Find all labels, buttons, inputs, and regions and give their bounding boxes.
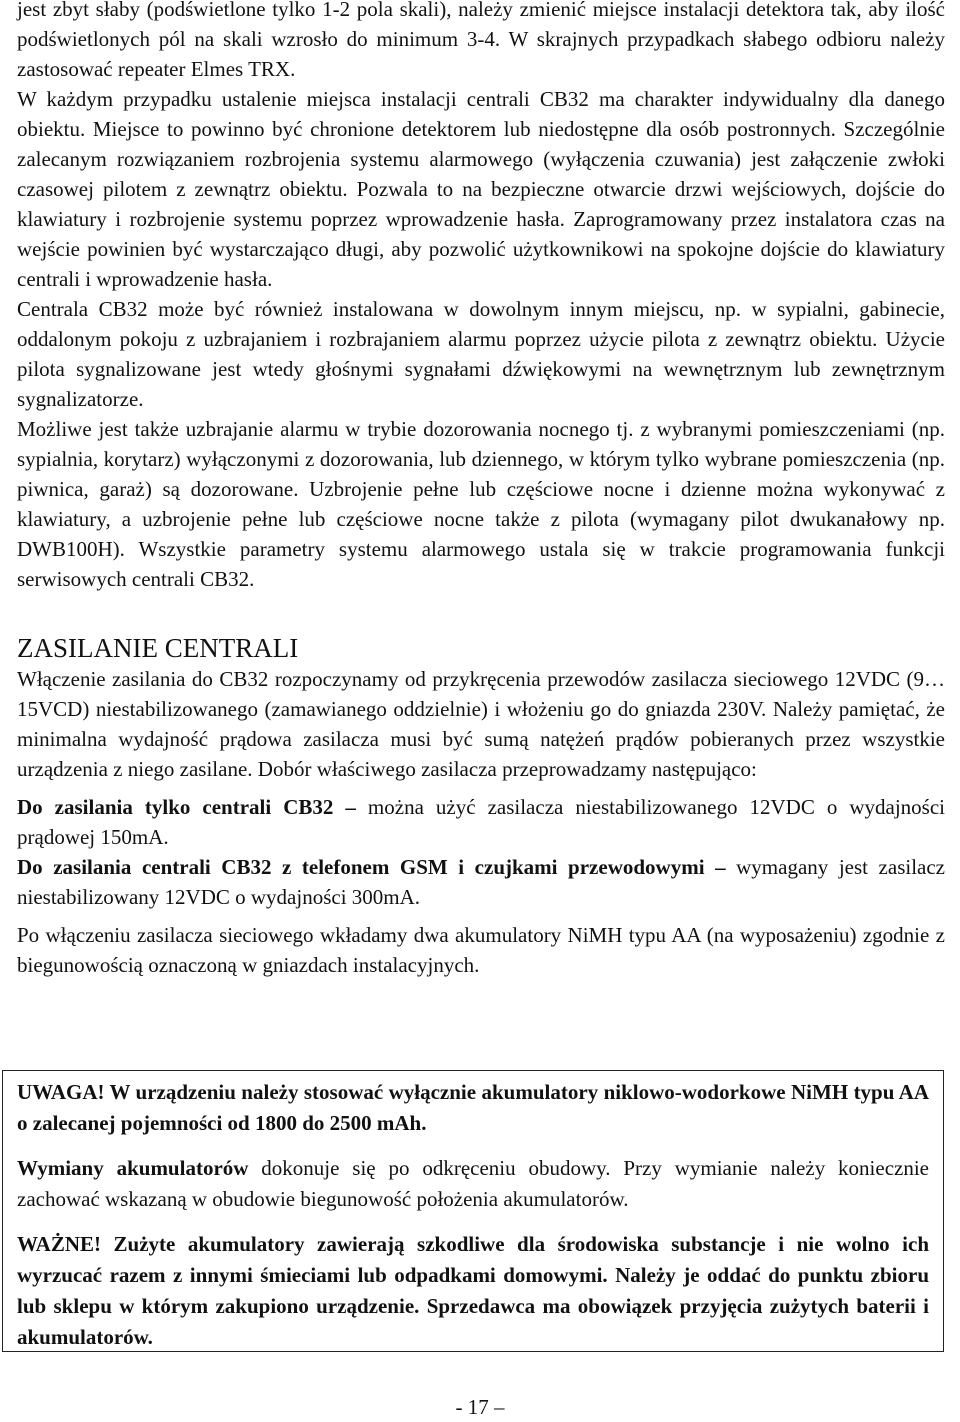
power-option-gsm-text: wymagany jest zasilacz niestabilizowany 12VDC o wydajności 300mA.: [17, 855, 945, 909]
section-heading-power: ZASILANIE CENTRALI: [17, 633, 299, 663]
paragraph-alternative-location: Centrala CB32 może być również instalowana w dowolnym innym miejscu, np. w sypialni, gabinecie, oddalonym pokoju z uzbrajaniem i rozbrajaniem alarmu poprzez użycie pilota z zewnątrz obiektu. Użycie pilota sygnalizowane jest wtedy głośnymi sygnałami dźwiękowymi na wewnętrznym lub zewnętrznym sygnalizatorze.: [17, 297, 945, 411]
paragraph-night-day-arming: Możliwe jest także uzbrajanie alarmu w trybie dozorowania nocnego tj. z wybranymi pomieszczeniami (np. sypialnia, korytarz) wyłączonymi z dozorowania, lub dziennego, w którym tylko wybrane pomieszczenia (np. piwnica, garaż) są dozorowane. Uzbrojenie pełne lub częściowe nocne i dzienne można wykonywać z klawiatury, a uzbrojenie pełne lub częściowe nocne także z pilota (wymagany pilot dwukanałowy np. DWB100H). Wszystkie parametry systemu alarmowego ustala się w trakcie programowania funkcji serwisowych centrali CB32.: [17, 417, 945, 591]
battery-warning: UWAGA! W urządzeniu należy stosować wyłącznie akumulatory niklowo-wodorkowe NiMH typu AA o zalecanej pojemności od 1800 do 2500 mAh.: [17, 1080, 929, 1135]
power-option-gsm: [17, 852, 945, 912]
power-option-central-only: [17, 792, 945, 852]
power-option-central-only-label: Do zasilania tylko centrali CB32 –: [17, 795, 356, 819]
battery-replacement-text: dokonuje się po odkręceniu obudowy. Przy wymianie należy koniecznie zachować wskazaną w obudowie biegunowość położenia akumulatorów.: [17, 1156, 929, 1211]
paragraph-detector-placement: jest zbyt słaby (podświetlone tylko 1-2 pola skali), należy zmienić miejsce instalacji detektora tak, aby ilość podświetlonych pól na skali wzrosło do minimum 3-4. W skrajnych przypadkach słabego odbioru należy zastosować repeater Elmes TRX.: [17, 0, 945, 81]
battery-notice-box: [2, 1070, 944, 1352]
paragraph-installation-location: W każdym przypadku ustalenie miejsca instalacji centrali CB32 ma charakter indywidualny dla danego obiektu. Miejsce to powinno być chronione detektorem lub niedostępne dla osób postronnych. Szczególnie zalecanym rozwiązaniem rozbrojenia systemu alarmowego (wyłączenia czuwania) jest załączenie zwłoki czasowej pilotem z zewnątrz obiektu. Pozwala to na bezpieczne otwarcie drzwi wejściowych, dojście do klawiatury i rozbrojenie systemu poprzez wprowadzenie hasła. Zaprogramowany przez instalatora czas na wejście powinien być wystarczająco długi, aby pozwolić użytkownikowi na spokojne dojście do klawiatury centrali i wprowadzenie hasła.: [17, 87, 945, 291]
battery-replacement: [17, 1153, 929, 1215]
page-number: - 17 –: [455, 1395, 505, 1419]
paragraph-power-supply: Włączenie zasilania do CB32 rozpoczynamy od przykręcenia przewodów zasilacza sieciowego 12VDC (9…15VCD) niestabilizowanego (zamawianego oddzielnie) i włożeniu go do gniazda 230V. Należy pamiętać, że minimalna wydajność prądowa zasilacza musi być sumą natężeń prądów pobieranych przez wszystkie urządzenia z niego zasilane. Dobór właściwego zasilacza przeprowadzamy następująco:: [17, 667, 945, 781]
battery-disposal-important: WAŻNE! Zużyte akumulatory zawierają szkodliwe dla środowiska substancje i nie wolno ich wyrzucać razem z innymi śmieciami lub odpadkami domowymi. Należy je oddać do punktu zbioru lub sklepu w którym zakupiono urządzenie. Sprzedawca ma obowiązek przyjęcia zużytych baterii i akumulatorów.: [17, 1232, 929, 1349]
power-option-gsm-label: Do zasilania centrali CB32 z telefonem GSM i czujkami przewodowymi –: [17, 855, 726, 879]
power-option-central-only-text: można użyć zasilacza niestabilizowanego 12VDC o wydajności prądowej 150mA.: [17, 795, 945, 849]
paragraph-batteries-insert: Po włączeniu zasilacza sieciowego wkładamy dwa akumulatory NiMH typu AA (na wyposażeniu) zgodnie z biegunowością oznaczoną w gniazdach instalacyjnych.: [17, 923, 945, 977]
battery-replacement-label: Wymiany akumulatorów: [17, 1156, 249, 1180]
document-page: [17, 0, 945, 980]
